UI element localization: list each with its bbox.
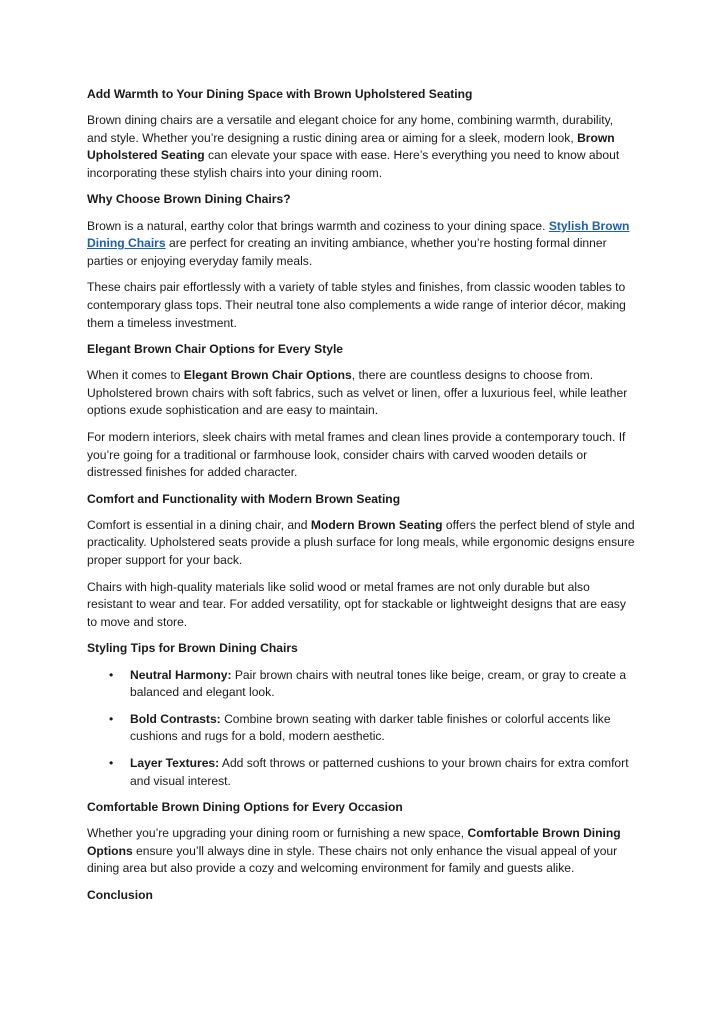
list-item-bold: Bold Contrasts: [130,711,221,726]
intro-text-2: can elevate your space with ease. Here’s everything you need to know about incorporating these stylish chairs into your dining room. [87,148,620,180]
bullet-icon: • [109,755,114,770]
section-heading-comfortable-options: Comfortable Brown Dining Options for Every Occasion [87,800,403,815]
comfortable-text-2: ensure you’ll always dine in style. These chairs not only enhance the visual appeal of your dining area but also provide a cozy and welcoming environment for family and guests alike. [87,843,618,876]
comfort-bold-keyword: Modern Brown Seating [310,517,443,532]
intro-paragraph [87,112,635,182]
comfort-paragraph-1 [87,517,635,570]
list-item [87,711,635,746]
list-item-bold: Layer Textures: [130,755,220,770]
list-item [87,755,635,790]
bullet-icon: • [109,667,114,682]
comfortable-bold-keyword: Comfortable Brown Dining Options [87,826,621,858]
elegant-text-1: When it comes to [87,368,184,383]
comfortable-text-1: Whether you’re upgrading your dining room or furnishing a new space, [87,826,468,841]
list-item-text: Add soft throws or patterned cushions to your brown chairs for extra comfort and visual interest. [130,755,629,788]
intro-text-1: Brown dining chairs are a versatile and elegant choice for any home, combining warmth, durability, and style. Whether you’re designing a rustic dining area or aiming for a sleek, modern look, [87,113,614,145]
page-title: Add Warmth to Your Dining Space with Brown Upholstered Seating [87,87,473,101]
list-item-text: Combine brown seating with darker table finishes or colorful accents like cushions and rugs for a bold, modern aesthetic. [130,711,611,744]
section-heading-comfort: Comfort and Functionality with Modern Brown Seating [87,491,401,506]
list-item-bold: Neutral Harmony: [130,667,232,682]
elegant-options-paragraph-1 [87,367,635,420]
elegant-options-paragraph-2: For modern interiors, sleek chairs with metal frames and clean lines provide a contemporary touch. If you’re going for a traditional or farmhouse look, consider chairs with carved wooden details or distressed finishes for added character. [87,430,626,480]
why-choose-text-2: are perfect for creating an inviting ambiance, whether you’re hosting formal dinner parties or enjoying everyday family meals. [87,236,607,268]
section-heading-elegant-options: Elegant Brown Chair Options for Every Style [87,342,344,357]
bullet-icon: • [109,711,114,726]
section-heading-styling-tips: Styling Tips for Brown Dining Chairs [87,641,298,656]
comfort-paragraph-2: Chairs with high-quality materials like solid wood or metal frames are not only durable but also resistant to wear and tear. For added versatility, opt for stackable or lightweight designs that are easy to move and store. [87,579,626,629]
list-item [87,667,635,702]
why-choose-text-1: Brown is a natural, earthy color that brings warmth and coziness to your dining space. [87,218,549,233]
why-choose-paragraph-1 [87,218,635,271]
document-body [87,86,635,913]
comfort-text-1: Comfort is essential in a dining chair, and [87,517,311,532]
stylish-brown-dining-chairs-link[interactable]: Stylish Brown Dining Chairs [87,218,630,251]
styling-tips-list [87,667,635,791]
section-heading-conclusion: Conclusion [87,887,153,902]
comfort-text-2: offers the perfect blend of style and practicality. Upholstered seats provide a plush surface for long meals, while ergonomic designs ensure proper support for your back. [87,517,635,568]
intro-bold-keyword: Brown Upholstered Seating [87,130,615,163]
elegant-bold-keyword: Elegant Brown Chair Options [183,368,352,383]
comfortable-options-paragraph [87,825,635,878]
elegant-text-2: , there are countless designs to choose from. Upholstered brown chairs with soft fabrics, such as velvet or linen, offer a luxurious feel, while leather options exude sophistication and are easy to maintain. [87,368,628,418]
list-item-text: Pair brown chairs with neutral tones like beige, cream, or gray to create a balanced and elegant look. [130,667,627,700]
why-choose-paragraph-2: These chairs pair effortlessly with a variety of table styles and finishes, from classic wooden tables to contemporary glass tops. Their neutral tone also complements a wide range of interior décor, making them a timeless investment. [87,280,626,330]
section-heading-why-choose: Why Choose Brown Dining Chairs? [87,192,291,207]
